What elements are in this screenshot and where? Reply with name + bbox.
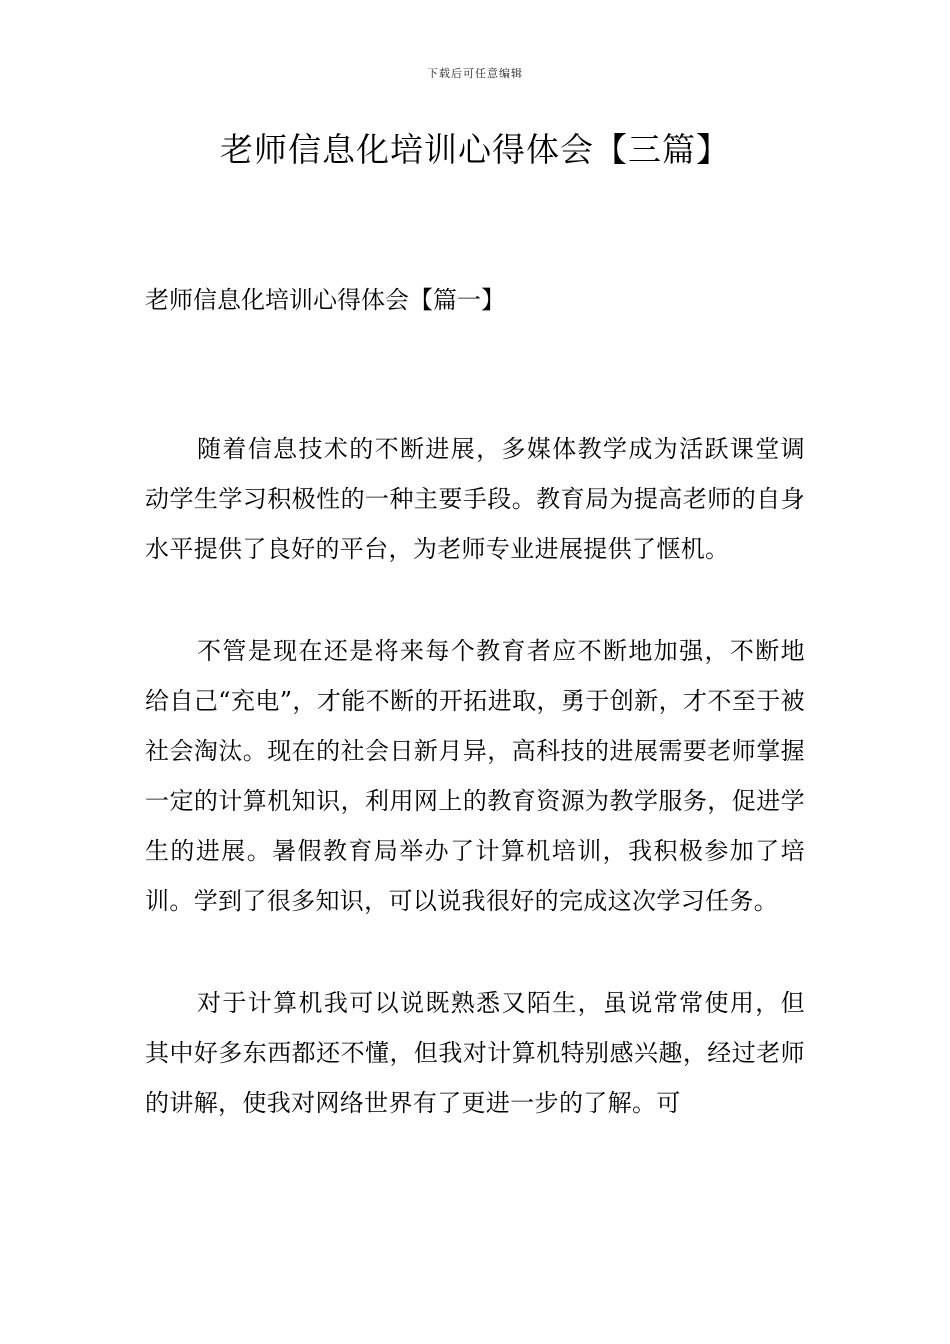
paragraph-2: 不管是现在还是将来每个教育者应不断地加强，不断地给自己“充电”，才能不断的开拓进取，勇于创新，才不至于被社会淘汰。现在的社会日新月异，高科技的进展需要老师掌握一定的计算机知识，利用网上的教育资源为教学服务，促进学生的进展。暑假教育局举办了计算机培训，我积极参加了培训。学到了很多知识，可以说我很好的完成这次学习任务。 xyxy=(145,637,805,915)
document-title: 老师信息化培训心得体会【三篇】 xyxy=(220,130,730,169)
section-heading: 老师信息化培训心得体会【篇一】 xyxy=(145,286,505,314)
paragraph-1: 随着信息技术的不断进展，多媒体教学成为活跃课堂调动学生学习积极性的一种主要手段。教育局为提高老师的自身水平提供了良好的平台，为老师专业进展提供了惬机。 xyxy=(145,435,805,563)
header-note: 下载后可任意编辑 xyxy=(427,67,523,80)
paragraph-3: 对于计算机我可以说既熟悉又陌生，虽说常常使用，但其中好多东西都还不懂，但我对计算机特别感兴趣，经过老师的讲解，使我对网络世界有了更进一步的了解。可 xyxy=(145,989,805,1117)
body-text xyxy=(145,424,805,1180)
